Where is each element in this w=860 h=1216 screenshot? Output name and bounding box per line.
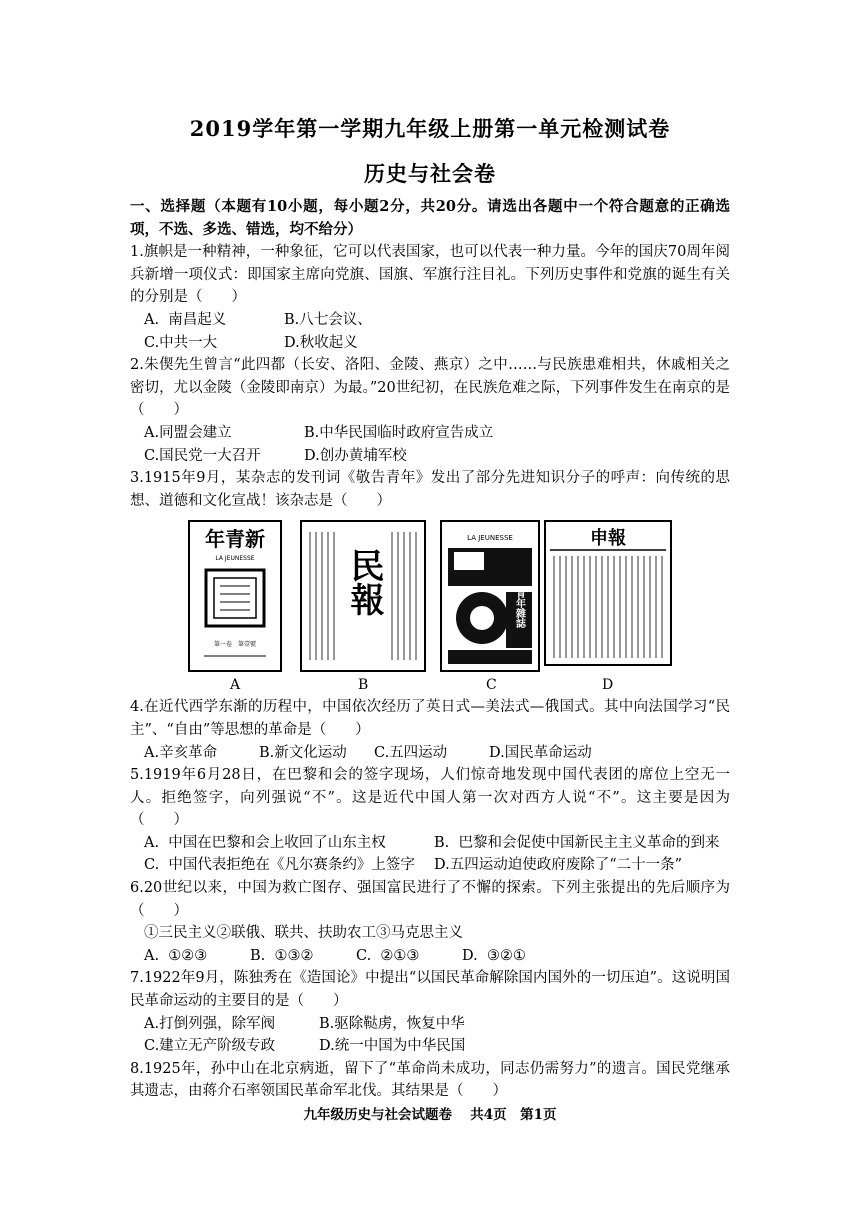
question-5-stem: 5.1919年6月28日，在巴黎和会的签字现场，人们惊奇地发现中国代表团的席位上空无一人。拒绝签字，向列强说“不”。这是近代中国人第一次对西方人说“不”。这主要是因为（ ） <box>130 767 730 829</box>
question-5-option-c: C. 中国代表拒绝在《凡尔赛条约》上签字 <box>144 857 415 874</box>
question-3-images <box>130 520 730 672</box>
question-6-option-a: A. ①②③ <box>144 947 208 964</box>
question-6-option-b: B. ①③② <box>250 947 314 964</box>
page-subtitle: 历史与社会卷 <box>364 161 496 186</box>
newspaper-d <box>544 520 672 666</box>
question-6-option-c: C. ②①③ <box>356 947 420 964</box>
question-2-stem: 2.朱偰先生曾言“此四都（长安、洛阳、金陵、燕京）之中……与民族患难相共，休戚相关之密切，尤以金陵（金陵即南京）为最。”20世纪初，在民族危难之际，下列事件发生在南京的是（ ） <box>130 357 730 419</box>
question-1-option-d: D.秋收起义 <box>284 334 358 351</box>
question-2-options-row2 <box>130 445 730 468</box>
image-label-a: A <box>230 677 241 694</box>
question-4-options <box>130 742 730 765</box>
question-2-option-a: A.同盟会建立 <box>144 424 232 441</box>
magazine-cover-c <box>440 520 540 672</box>
question-1-option-c: C.中共一大 <box>144 334 218 351</box>
magazine-cover-c-art <box>442 522 538 670</box>
image-label-c: C <box>486 677 497 694</box>
newspaper-d-art <box>546 522 670 664</box>
question-8-stem: 8.1925年，孙中山在北京病逝，留下了“革命尚未成功，同志仍需努力”的遗言。国民党继承其遗志，由蒋介石率领国民革命军北伐。其结果是（ ） <box>130 1060 730 1100</box>
question-6-option-d: D. ③②① <box>462 947 526 964</box>
question-7-options-row1 <box>130 1013 730 1036</box>
question-7-option-a: A.打倒列强，除军阀 <box>144 1015 276 1032</box>
question-5-option-d: D.五四运动迫使政府废除了“二十一条” <box>434 857 683 874</box>
question-2-option-c: C.国民党一大召开 <box>144 447 261 464</box>
question-5-options-row1 <box>130 832 730 855</box>
question-4-option-d: D.国民革命运动 <box>489 744 592 761</box>
question-7-stem: 7.1922年9月，陈独秀在《造国论》中提出“以国民革命解除国内国外的一切压迫”。这说明国民革命运动的主要目的是（ ） <box>130 970 730 1010</box>
cover-b-title: 民報 <box>344 548 384 617</box>
exam-content <box>130 196 730 1103</box>
cover-a-subtitle: LA JEUNESSE <box>215 555 255 563</box>
question-4-stem: 4.在近代西学东渐的历程中，中国依次经历了英日式—美法式—俄国式。其中向法国学习“民主”、“自由”等思想的革命是（ ） <box>130 699 730 738</box>
cover-c-subtitle: LA JEUNESSE <box>467 534 513 543</box>
section-heading: 一、选择题（本题有10小题，每小题2分，共20分。请选出各题中一个符合题意的正确选项，不选、多选、错选，均不给分） <box>130 198 730 238</box>
question-6-items: ①三民主义②联俄、联共、扶助农工③马克思主义 <box>144 925 463 942</box>
question-5-option-a: A. 中国在巴黎和会上收回了山东主权 <box>144 834 386 851</box>
question-1-option-a: A. 南昌起义 <box>144 311 227 328</box>
question-5-options-row2 <box>130 854 730 877</box>
question-6-options <box>130 945 730 968</box>
question-5-option-b: B. 巴黎和会促使中国新民主主义革命的到来 <box>434 834 720 851</box>
question-1-option-b: B.八七会议、 <box>284 311 372 328</box>
question-4-option-b: B.新文化运动 <box>259 744 347 761</box>
question-4-option-a: A.辛亥革命 <box>144 744 218 761</box>
question-2-option-b: B.中华民国临时政府宣告成立 <box>304 424 494 441</box>
question-1-options-row2 <box>130 332 730 355</box>
question-7-option-c: C.建立无产阶级专政 <box>144 1038 276 1055</box>
question-7-option-b: B.驱除鞑虏，恢复中华 <box>319 1015 465 1032</box>
magazine-cover-a <box>188 520 282 672</box>
newspaper-d-title: 申報 <box>590 528 626 550</box>
cover-a-title: 年青新 <box>205 527 265 552</box>
question-6-stem: 6.20世纪以来，中国为救亡图存、强国富民进行了不懈的探索。下列主张提出的先后顺序为（ ） <box>130 880 730 919</box>
magazine-cover-b <box>300 520 426 672</box>
cover-c-title: 青年雜誌 <box>513 588 525 629</box>
question-1-stem: 1.旗帜是一种精神，一种象征，它可以代表国家，也可以代表一种力量。今年的国庆70周年阅兵新增一项仪式：即国家主席向党旗、国旗、军旗行注目礼。下列历史事件和党旗的诞生有关的分别是（ ） <box>130 244 730 306</box>
question-3-image-labels <box>130 672 730 696</box>
question-2-option-d: D.创办黄埔军校 <box>304 447 407 464</box>
image-label-d: D <box>602 677 614 694</box>
question-7-option-d: D.统一中国为中华民国 <box>319 1038 466 1055</box>
question-4-option-c: C.五四运动 <box>374 744 448 761</box>
question-1-options-row1 <box>130 309 730 332</box>
image-label-b: B <box>358 677 369 694</box>
page-title: 2019学年第一学期九年级上册第一单元检测试卷 <box>189 116 671 141</box>
page-footer: 九年级历史与社会试题卷 共4页 第1页 <box>303 1107 557 1123</box>
magazine-cover-b-art <box>302 522 424 670</box>
cover-a-issue: 第一卷 第壹號 <box>213 641 257 649</box>
question-2-options-row1 <box>130 422 730 445</box>
question-3-stem: 3.1915年9月，某杂志的发刊词《敬告青年》发出了部分先进知识分子的呼声：向传统的思想、道德和文化宣战！该杂志是（ ） <box>130 470 730 509</box>
magazine-cover-a-art <box>190 522 280 670</box>
question-7-options-row2 <box>130 1035 730 1058</box>
